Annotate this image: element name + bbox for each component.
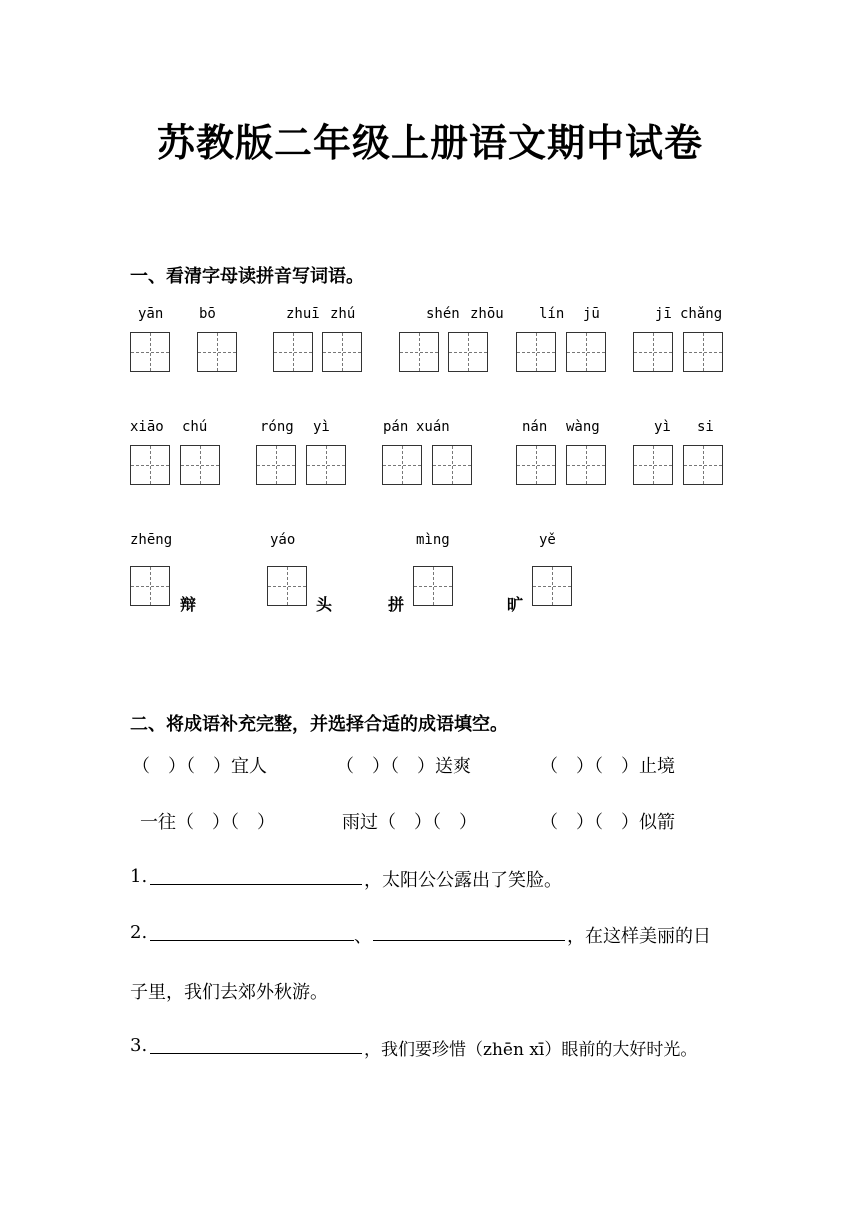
pinyin: shén [426, 306, 460, 322]
writing-box[interactable] [322, 332, 362, 372]
question-text: ，在这样美丽的日 [567, 926, 711, 947]
answer-blank[interactable] [150, 940, 354, 941]
writing-box[interactable] [633, 445, 673, 485]
answer-blank[interactable] [150, 884, 362, 885]
pinyin: nán [522, 419, 548, 435]
idiom-blank: （ ）（ ）送爽 [336, 756, 471, 777]
pinyin: róng [260, 419, 294, 435]
idiom-blank: （ ）（ ）似箭 [540, 812, 675, 833]
pinyin: yě [539, 532, 556, 548]
pinyin: mìng [416, 532, 450, 548]
writing-box[interactable] [633, 332, 673, 372]
pinyin: wàng [566, 419, 600, 435]
pinyin: jū [583, 306, 600, 322]
writing-box[interactable] [448, 332, 488, 372]
writing-box[interactable] [516, 445, 556, 485]
writing-box[interactable] [130, 445, 170, 485]
writing-box[interactable] [256, 445, 296, 485]
answer-blank[interactable] [373, 940, 565, 941]
page-title: 苏教版二年级上册语文期中试卷 [156, 120, 703, 165]
given-char: 头 [316, 595, 333, 614]
pinyin: bō [199, 306, 216, 322]
writing-box[interactable] [399, 332, 439, 372]
writing-box[interactable] [683, 445, 723, 485]
pinyin: xiāo [130, 419, 164, 435]
pinyin: xuán [416, 419, 450, 435]
given-char: 拼 [388, 595, 405, 614]
pinyin: yān [138, 306, 164, 322]
question-number: 1. [130, 866, 148, 887]
pinyin: chǎng [680, 306, 723, 322]
writing-box[interactable] [267, 566, 307, 606]
question-text: ，我们要珍惜（zhēn xī）眼前的大好时光。 [364, 1040, 698, 1060]
question-number: 2. [130, 922, 148, 943]
pinyin: jī [655, 306, 672, 322]
writing-box[interactable] [566, 332, 606, 372]
pinyin: si [697, 419, 714, 435]
writing-box[interactable] [130, 332, 170, 372]
writing-box[interactable] [532, 566, 572, 606]
writing-box[interactable] [516, 332, 556, 372]
pinyin: zhuī [286, 306, 320, 322]
question-separator: 、 [354, 926, 372, 947]
pinyin: yáo [270, 532, 296, 548]
question-text-continued: 子里，我们去郊外秋游。 [130, 982, 328, 1003]
writing-box[interactable] [432, 445, 472, 485]
pinyin: chú [182, 419, 208, 435]
idiom-blank: 雨过（ ）（ ） [342, 812, 477, 833]
writing-box[interactable] [306, 445, 346, 485]
pinyin: zhēng [130, 532, 173, 548]
writing-box[interactable] [413, 566, 453, 606]
given-char: 辩 [180, 595, 197, 614]
pinyin: yì [654, 419, 671, 435]
pinyin: zhōu [470, 306, 504, 322]
section-2-heading: 二、将成语补充完整，并选择合适的成语填空。 [130, 714, 508, 735]
question-number: 3. [130, 1035, 148, 1056]
idiom-blank: 一往（ ）（ ） [140, 812, 275, 833]
writing-box[interactable] [197, 332, 237, 372]
writing-box[interactable] [130, 566, 170, 606]
given-char: 旷 [507, 595, 524, 614]
pinyin: zhú [330, 306, 356, 322]
pinyin: yì [313, 419, 330, 435]
writing-box[interactable] [382, 445, 422, 485]
question-text: ，太阳公公露出了笑脸。 [364, 870, 562, 891]
pinyin: lín [539, 306, 565, 322]
pinyin: pán [383, 419, 409, 435]
idiom-blank: （ ）（ ）止境 [540, 756, 675, 777]
writing-box[interactable] [566, 445, 606, 485]
answer-blank[interactable] [150, 1053, 362, 1054]
idiom-blank: （ ）（ ）宜人 [132, 756, 267, 777]
writing-box[interactable] [273, 332, 313, 372]
section-1-heading: 一、看清字母读拼音写词语。 [130, 266, 364, 287]
writing-box[interactable] [180, 445, 220, 485]
writing-box[interactable] [683, 332, 723, 372]
